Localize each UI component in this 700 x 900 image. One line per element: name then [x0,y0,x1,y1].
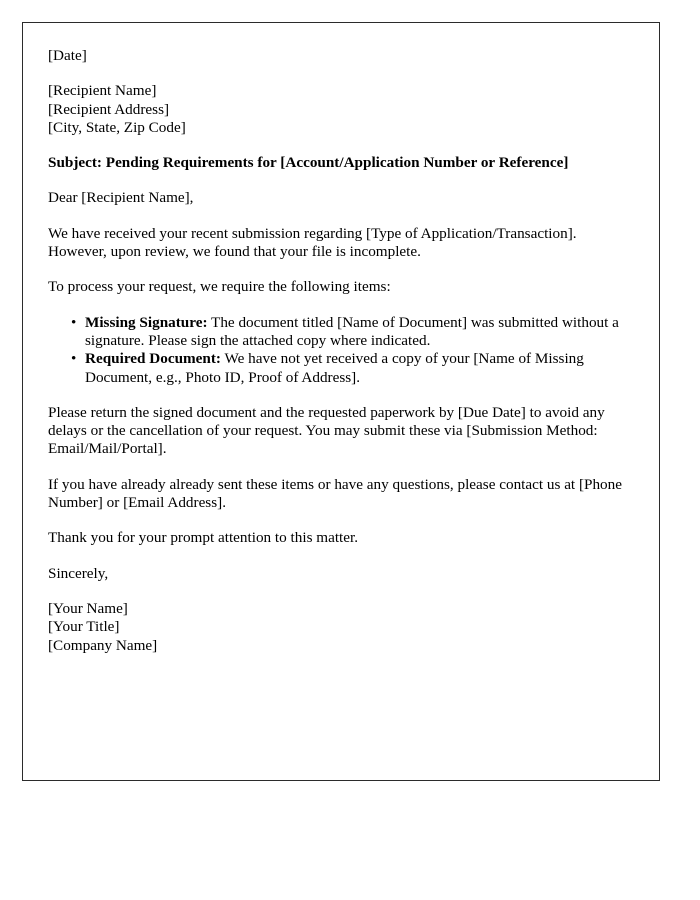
return-instructions-paragraph: Please return the signed document and the requested paperwork by [Due Date] to avoid any delays or the cancellation of your request. You may submit these via [Submission Method: Email/Mail/Portal]. [48,403,605,458]
date-block [48,47,626,65]
requirement-text: The document titled [Name of Document] was submitted without a signature. Please sign the attached copy where indicated. [85,313,619,349]
intro-paragraph: We have received your recent submission regarding [Type of Application/Transaction]. However, upon review, we found that your file is incomplete. [48,224,577,261]
recipient-address-line: [Recipient Address] [48,100,170,118]
subject-line: Subject: Pending Requirements for [Account/Application Number or Reference] [48,154,569,172]
requirement-text: We have not yet received a copy of your [Name of Missing Document, e.g., Photo ID, Proof of Address]. [85,350,584,386]
letter-content [48,47,626,655]
list-intro-paragraph: To process your request, we require the following items: [48,278,391,296]
list-item [48,314,626,351]
bullet-icon: • [71,350,77,368]
signer-title-line: [Your Title] [48,618,120,636]
requirement-label: Required Document: [85,350,221,368]
requirements-list [48,314,626,387]
letter-page [22,22,660,781]
contact-paragraph: If you have already already sent these items or have any questions, please contact us at [Phone Number] or [Email Address]. [48,475,622,512]
closing: Sincerely, [48,564,109,582]
recipient-address-block [48,82,626,137]
requirement-label: Missing Signature: [85,313,208,331]
recipient-name-line: [Recipient Name] [48,82,157,100]
thanks-paragraph: Thank you for your prompt attention to this matter. [48,529,359,547]
signature-block [48,600,626,655]
signer-company-line: [Company Name] [48,636,158,654]
date-line: [Date] [48,47,87,64]
signer-name-line: [Your Name] [48,599,128,617]
salutation: Dear [Recipient Name], [48,189,194,207]
bullet-icon: • [71,313,77,331]
list-item [48,350,626,387]
recipient-city-state-zip-line: [City, State, Zip Code] [48,118,186,136]
